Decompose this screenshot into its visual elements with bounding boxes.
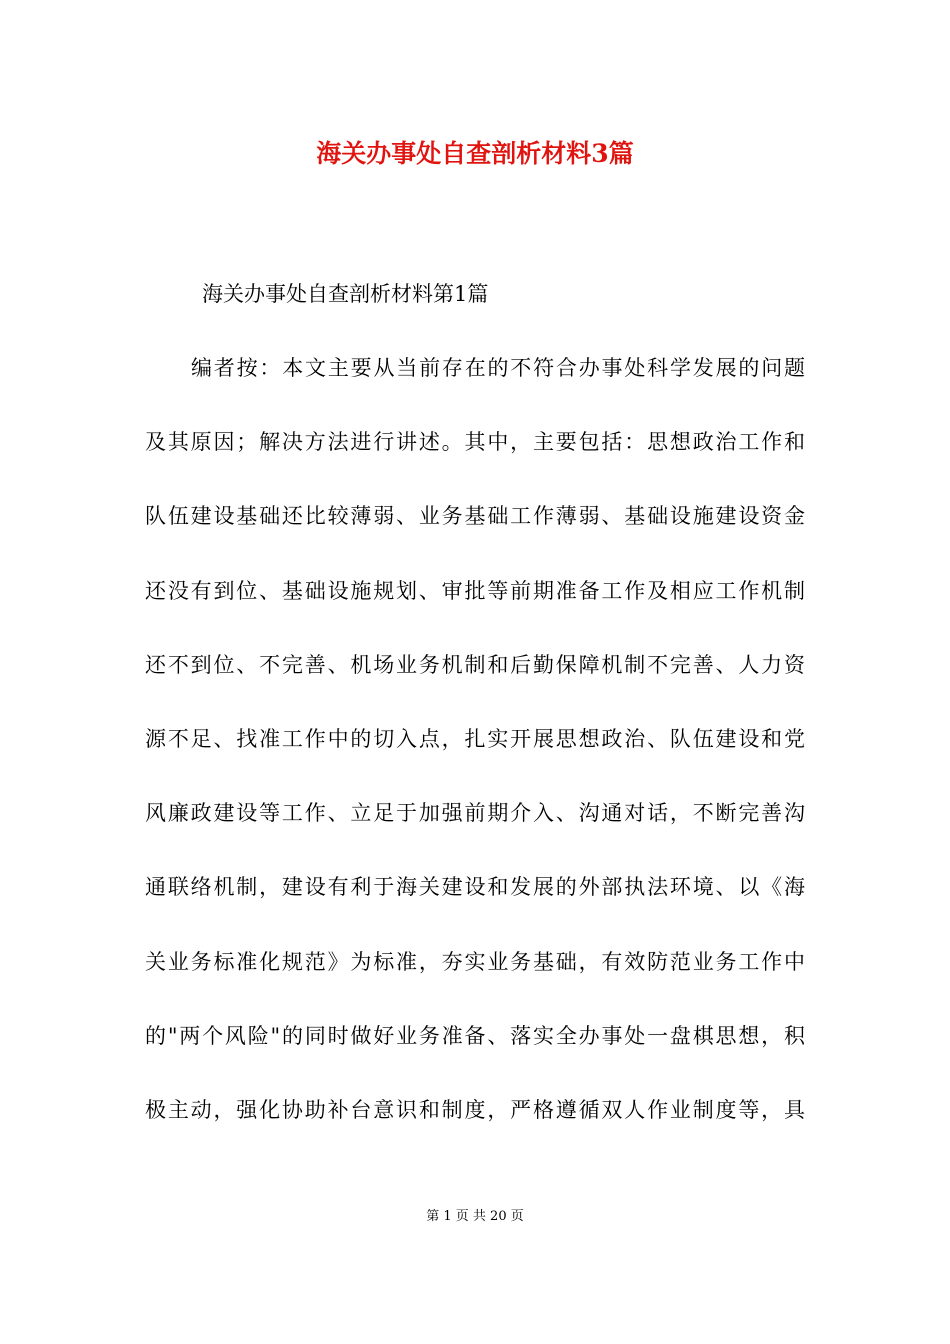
paragraph-line: 及其原因；解决方法进行讲述。其中，主要包括：思想政治工作和	[145, 430, 805, 455]
page-number-footer: 第 1 页 共 20 页	[426, 1209, 524, 1224]
body-paragraph	[145, 352, 805, 1168]
paragraph-line: 关业务标准化规范》为标准，夯实业务基础，有效防范业务工作中	[145, 949, 805, 974]
paragraph-line: 通联络机制，建设有利于海关建设和发展的外部执法环境、以《海	[145, 875, 805, 900]
paragraph-line: 极主动，强化协助补台意识和制度，严格遵循双人作业制度等，具	[145, 1097, 805, 1122]
paragraph-line: 队伍建设基础还比较薄弱、业务基础工作薄弱、基础设施建设资金	[145, 504, 805, 529]
paragraph-line: 风廉政建设等工作、立足于加强前期介入、沟通对话，不断完善沟	[145, 801, 805, 826]
document-title: 海关办事处自查剖析材料3篇	[316, 139, 634, 168]
paragraph-line: 编者按：本文主要从当前存在的不符合办事处科学发展的问题	[191, 356, 805, 380]
paragraph-line: 还不到位、不完善、机场业务机制和后勤保障机制不完善、人力资	[145, 652, 805, 677]
paragraph-line: 还没有到位、基础设施规划、审批等前期准备工作及相应工作机制	[145, 578, 805, 603]
paragraph-line: 源不足、找准工作中的切入点，扎实开展思想政治、队伍建设和党	[145, 726, 805, 751]
paragraph-line: 的"两个风险"的同时做好业务准备、落实全办事处一盘棋思想，积	[145, 1023, 805, 1048]
section-heading: 海关办事处自查剖析材料第1篇	[202, 282, 489, 306]
